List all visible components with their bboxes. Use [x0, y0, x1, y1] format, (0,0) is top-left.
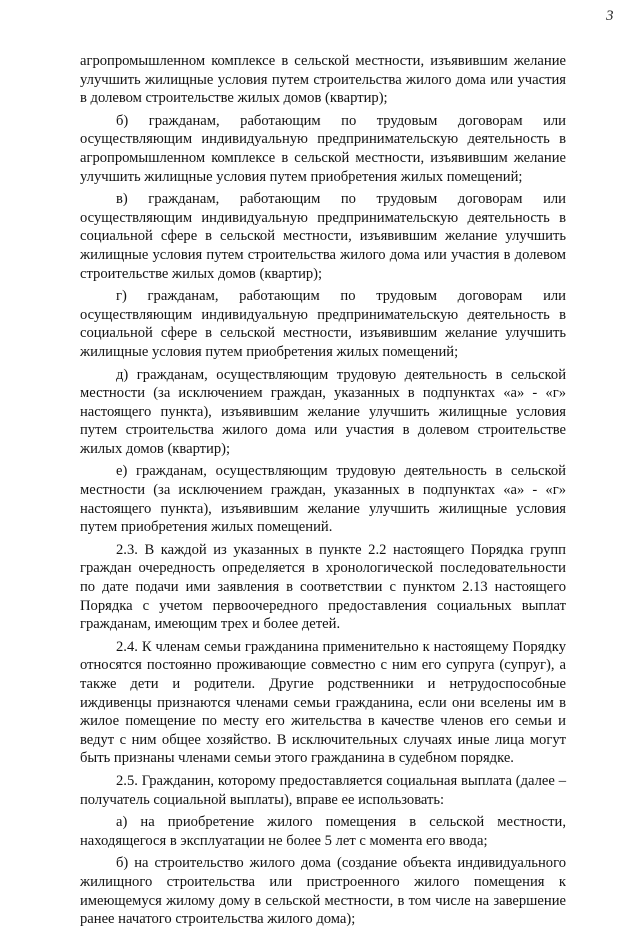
paragraph-use-b: б) на строительство жилого дома (создание объекта индивидуального жилищного строительства или пристроенного жилого помещения к имеющемуся жилому дому в сельской местности, в том числе на завершение ранее начатого строительства жилого дома); [80, 855, 566, 928]
paragraph-item-v: в) гражданам, работающим по трудовым договорам или осуществляющим индивидуальную предпринимательскую деятельность в социальной сфере в сельской местности, изъявившим желание улучшить жилищные условия путем строительства жилого дома или участия в долевом строительстве жилых домов (квартир); [80, 191, 566, 282]
paragraph-item-d: д) гражданам, осуществляющим трудовую деятельность в сельской местности (за исключением граждан, указанных в подпунктах «а» - «г» настоящего пункта), изъявившим желание улучшить жилищные условия путем строительства жилого дома или участия в долевом строительстве жилых домов (квартир); [80, 366, 566, 457]
paragraph-item-g: г) гражданам, работающим по трудовым договорам или осуществляющим индивидуальную предпринимательскую деятельность в социальной сфере в сельской местности, изъявившим желание улучшить жилищные условия путем приобретения жилых помещений; [80, 288, 566, 360]
paragraph-item-b: б) гражданам, работающим по трудовым договорам или осуществляющим индивидуальную предпринимательскую деятельность в агропромышленном комплексе в сельской местности, изъявившим желание улучшить жилищные условия путем приобретения жилых помещений; [80, 112, 566, 185]
document-body [80, 52, 566, 929]
paragraph-clause-2-3: 2.3. В каждой из указанных в пункте 2.2 настоящего Порядка групп граждан очередность определяется в хронологической последовательности по дате подачи ими заявления в соответствии с пунктом 2.13 настоящего Порядка с учетом первоочередного предоставления социальных выплат гражданам, имеющим трех и более детей. [80, 541, 566, 633]
paragraph-item-e: е) гражданам, осуществляющим трудовую деятельность в сельской местности (за исключением граждан, указанных в подпунктах «а» - «г» настоящего пункта), изъявившим желание улучшить жилищные условия путем приобретения жилых помещений. [80, 463, 566, 536]
paragraph-continuation-a: агропромышленном комплексе в сельской местности, изъявившим желание улучшить жилищные условия путем строительства жилого дома или участия в долевом строительстве жилых домов (квартир); [80, 53, 566, 107]
paragraph-use-a: а) на приобретение жилого помещения в сельской местности, находящегося в эксплуатации не более 5 лет с момента его ввода; [80, 814, 566, 849]
paragraph-clause-2-5: 2.5. Гражданин, которому предоставляется социальная выплата (далее – получатель социальной выплаты), вправе ее использовать: [80, 772, 566, 808]
page-number: 3 [606, 8, 614, 24]
paragraph-clause-2-4: 2.4. К членам семьи гражданина применительно к настоящему Порядку относятся постоянно проживающие совместно с ним его супруга (супруг), а также дети и родители. Другие родственники и нетрудоспособные иждивенцы признаются членами семьи гражданина, если они вселены им в жилое помещение по месту его жительства в качестве членов его семьи и ведут с ним общее хозяйство. В исключительных случаях иные лица могут быть признаны членами семьи этого гражданина в судебном порядке. [80, 638, 566, 767]
